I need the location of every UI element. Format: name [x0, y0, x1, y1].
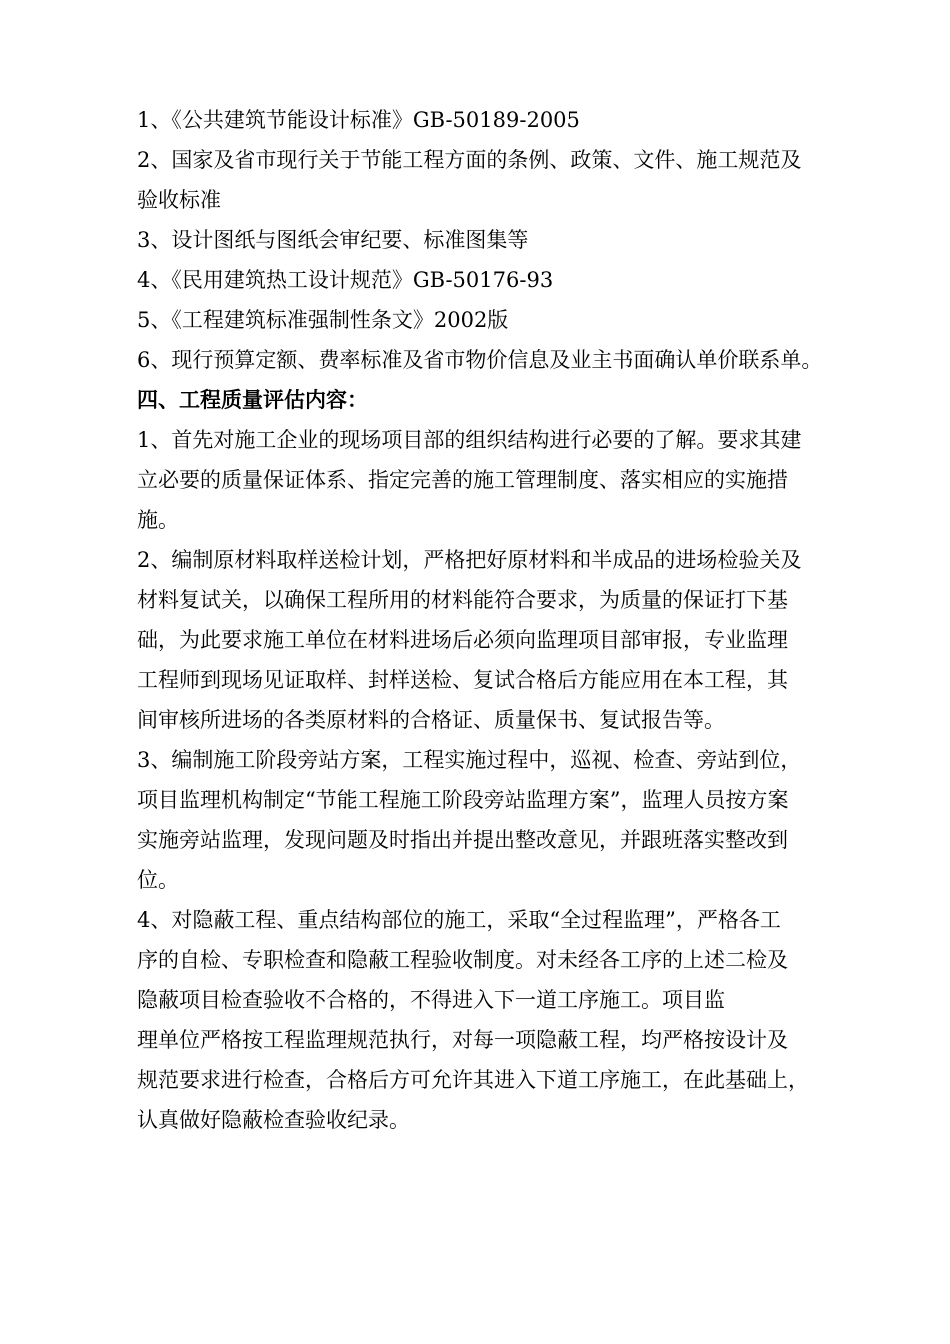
paragraph-2-line-1: 2、编制原材料取样送检计划，严格把好原材料和半成品的进场检验关及 [137, 548, 802, 572]
basis-item-2-line-1: 2、国家及省市现行关于节能工程方面的条例、政策、文件、施工规范及 [137, 148, 802, 172]
paragraph-2-line-5: 间审核所进场的各类原材料的合格证、质量保书、复试报告等。 [137, 708, 725, 732]
paragraph-1-line-1: 1、首先对施工企业的现场项目部的组织结构进行必要的了解。要求其建 [137, 428, 802, 452]
document-body [137, 100, 845, 1140]
paragraph-2-line-4: 工程师到现场见证取样、封样送检、复试合格后方能应用在本工程，其 [137, 668, 788, 692]
paragraph-4-line-6: 认真做好隐蔽检查验收纪录。 [137, 1108, 410, 1132]
basis-item-5-line-1: 5、《工程建筑标准强制性条文》2002版 [137, 308, 509, 332]
paragraph-4-line-5: 规范要求进行检查，合格后方可允许其进入下道工序施工，在此基础上， [137, 1068, 809, 1092]
paragraph-2-line-3: 础，为此要求施工单位在材料进场后必须向监理项目部审报，专业监理 [137, 628, 788, 652]
paragraph-4-line-3: 隐蔽项目检查验收不合格的，不得进入下一道工序施工。项目监 [137, 988, 725, 1012]
paragraph-3-line-1: 3、编制施工阶段旁站方案，工程实施过程中，巡视、检查、旁站到位， [137, 748, 802, 772]
paragraph-3-line-2: 项目监理机构制定“节能工程施工阶段旁站监理方案”，监理人员按方案 [137, 788, 789, 812]
paragraph-3-line-4: 位。 [137, 868, 179, 892]
basis-item-2-line-2: 验收标准 [137, 188, 221, 212]
paragraph-4-line-4: 理单位严格按工程监理规范执行，对每一项隐蔽工程，均严格按设计及 [137, 1028, 788, 1052]
section-heading: 四、工程质量评估内容： [137, 388, 368, 412]
paragraph-3-line-3: 实施旁站监理，发现问题及时指出并提出整改意见，并跟班落实整改到 [137, 828, 788, 852]
paragraph-2-line-2: 材料复试关，以确保工程所用的材料能符合要求，为质量的保证打下基 [137, 588, 788, 612]
basis-item-3-line-1: 3、设计图纸与图纸会审纪要、标准图集等 [137, 228, 529, 252]
paragraph-1-line-2: 立必要的质量保证体系、指定完善的施工管理制度、落实相应的实施措 [137, 468, 788, 492]
basis-item-1-line-1: 1、《公共建筑节能设计标准》GB-50189-2005 [137, 108, 580, 132]
paragraph-4-line-2: 序的自检、专职检查和隐蔽工程验收制度。对未经各工序的上述二检及 [137, 948, 788, 972]
basis-item-6-line-1: 6、现行预算定额、费率标准及省市物价信息及业主书面确认单价联系单。 [137, 348, 823, 372]
basis-item-4-line-1: 4、《民用建筑热工设计规范》GB-50176-93 [137, 268, 554, 292]
paragraph-4-line-1: 4、对隐蔽工程、重点结构部位的施工，采取“全过程监理”，严格各工 [137, 908, 781, 932]
paragraph-1-line-3: 施。 [137, 508, 179, 532]
